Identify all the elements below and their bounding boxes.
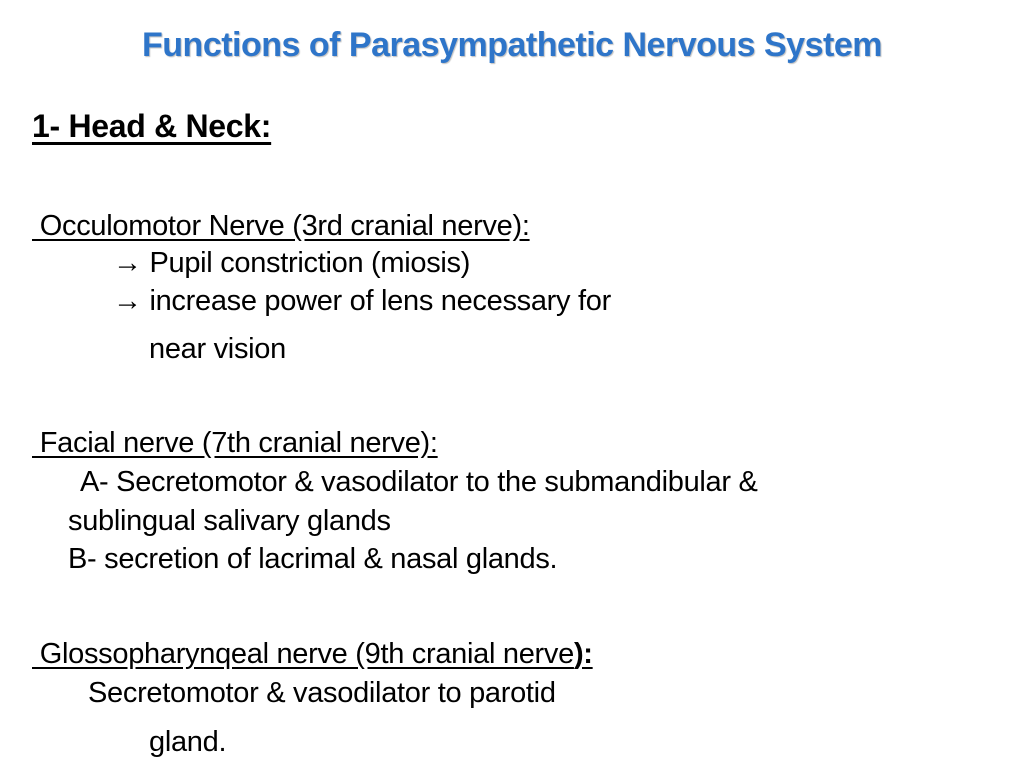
oculomotor-heading-text: Occulomotor Nerve (3rd cranial nerve): (32, 210, 530, 242)
glossopharyngeal-heading-suffix: ): (573, 638, 593, 670)
slide-title: Functions of Parasympathetic Nervous System (142, 26, 882, 64)
oculomotor-line-2-text: increase power of lens necessary for (141, 285, 611, 317)
facial-line-3: B- secretion of lacrimal & nasal glands. (68, 543, 558, 575)
oculomotor-heading (32, 208, 530, 244)
section-heading: 1- Head & Neck: (32, 108, 272, 144)
facial-heading-text: Facial nerve (7th cranial nerve): (32, 427, 438, 459)
oculomotor-line-2 (113, 283, 611, 319)
oculomotor-line-1 (113, 245, 470, 281)
facial-line-2: sublingual salivary glands (68, 505, 391, 537)
facial-line-1: A- Secretomotor & vasodilator to the submandibular & (80, 466, 758, 498)
facial-heading (32, 425, 438, 461)
oculomotor-line-3: near vision (149, 333, 286, 365)
glossopharyngeal-heading-text: Glossopharynqeal nerve (9th cranial nerve (32, 638, 574, 670)
arrow-right-icon: → (113, 247, 142, 279)
glossopharyngeal-line-2: gland. (149, 726, 227, 758)
glossopharyngeal-heading (32, 636, 593, 672)
oculomotor-line-1-text: Pupil constriction (miosis) (141, 247, 471, 279)
glossopharyngeal-line-1: Secretomotor & vasodilator to parotid (88, 677, 556, 709)
arrow-right-icon: → (113, 285, 142, 317)
